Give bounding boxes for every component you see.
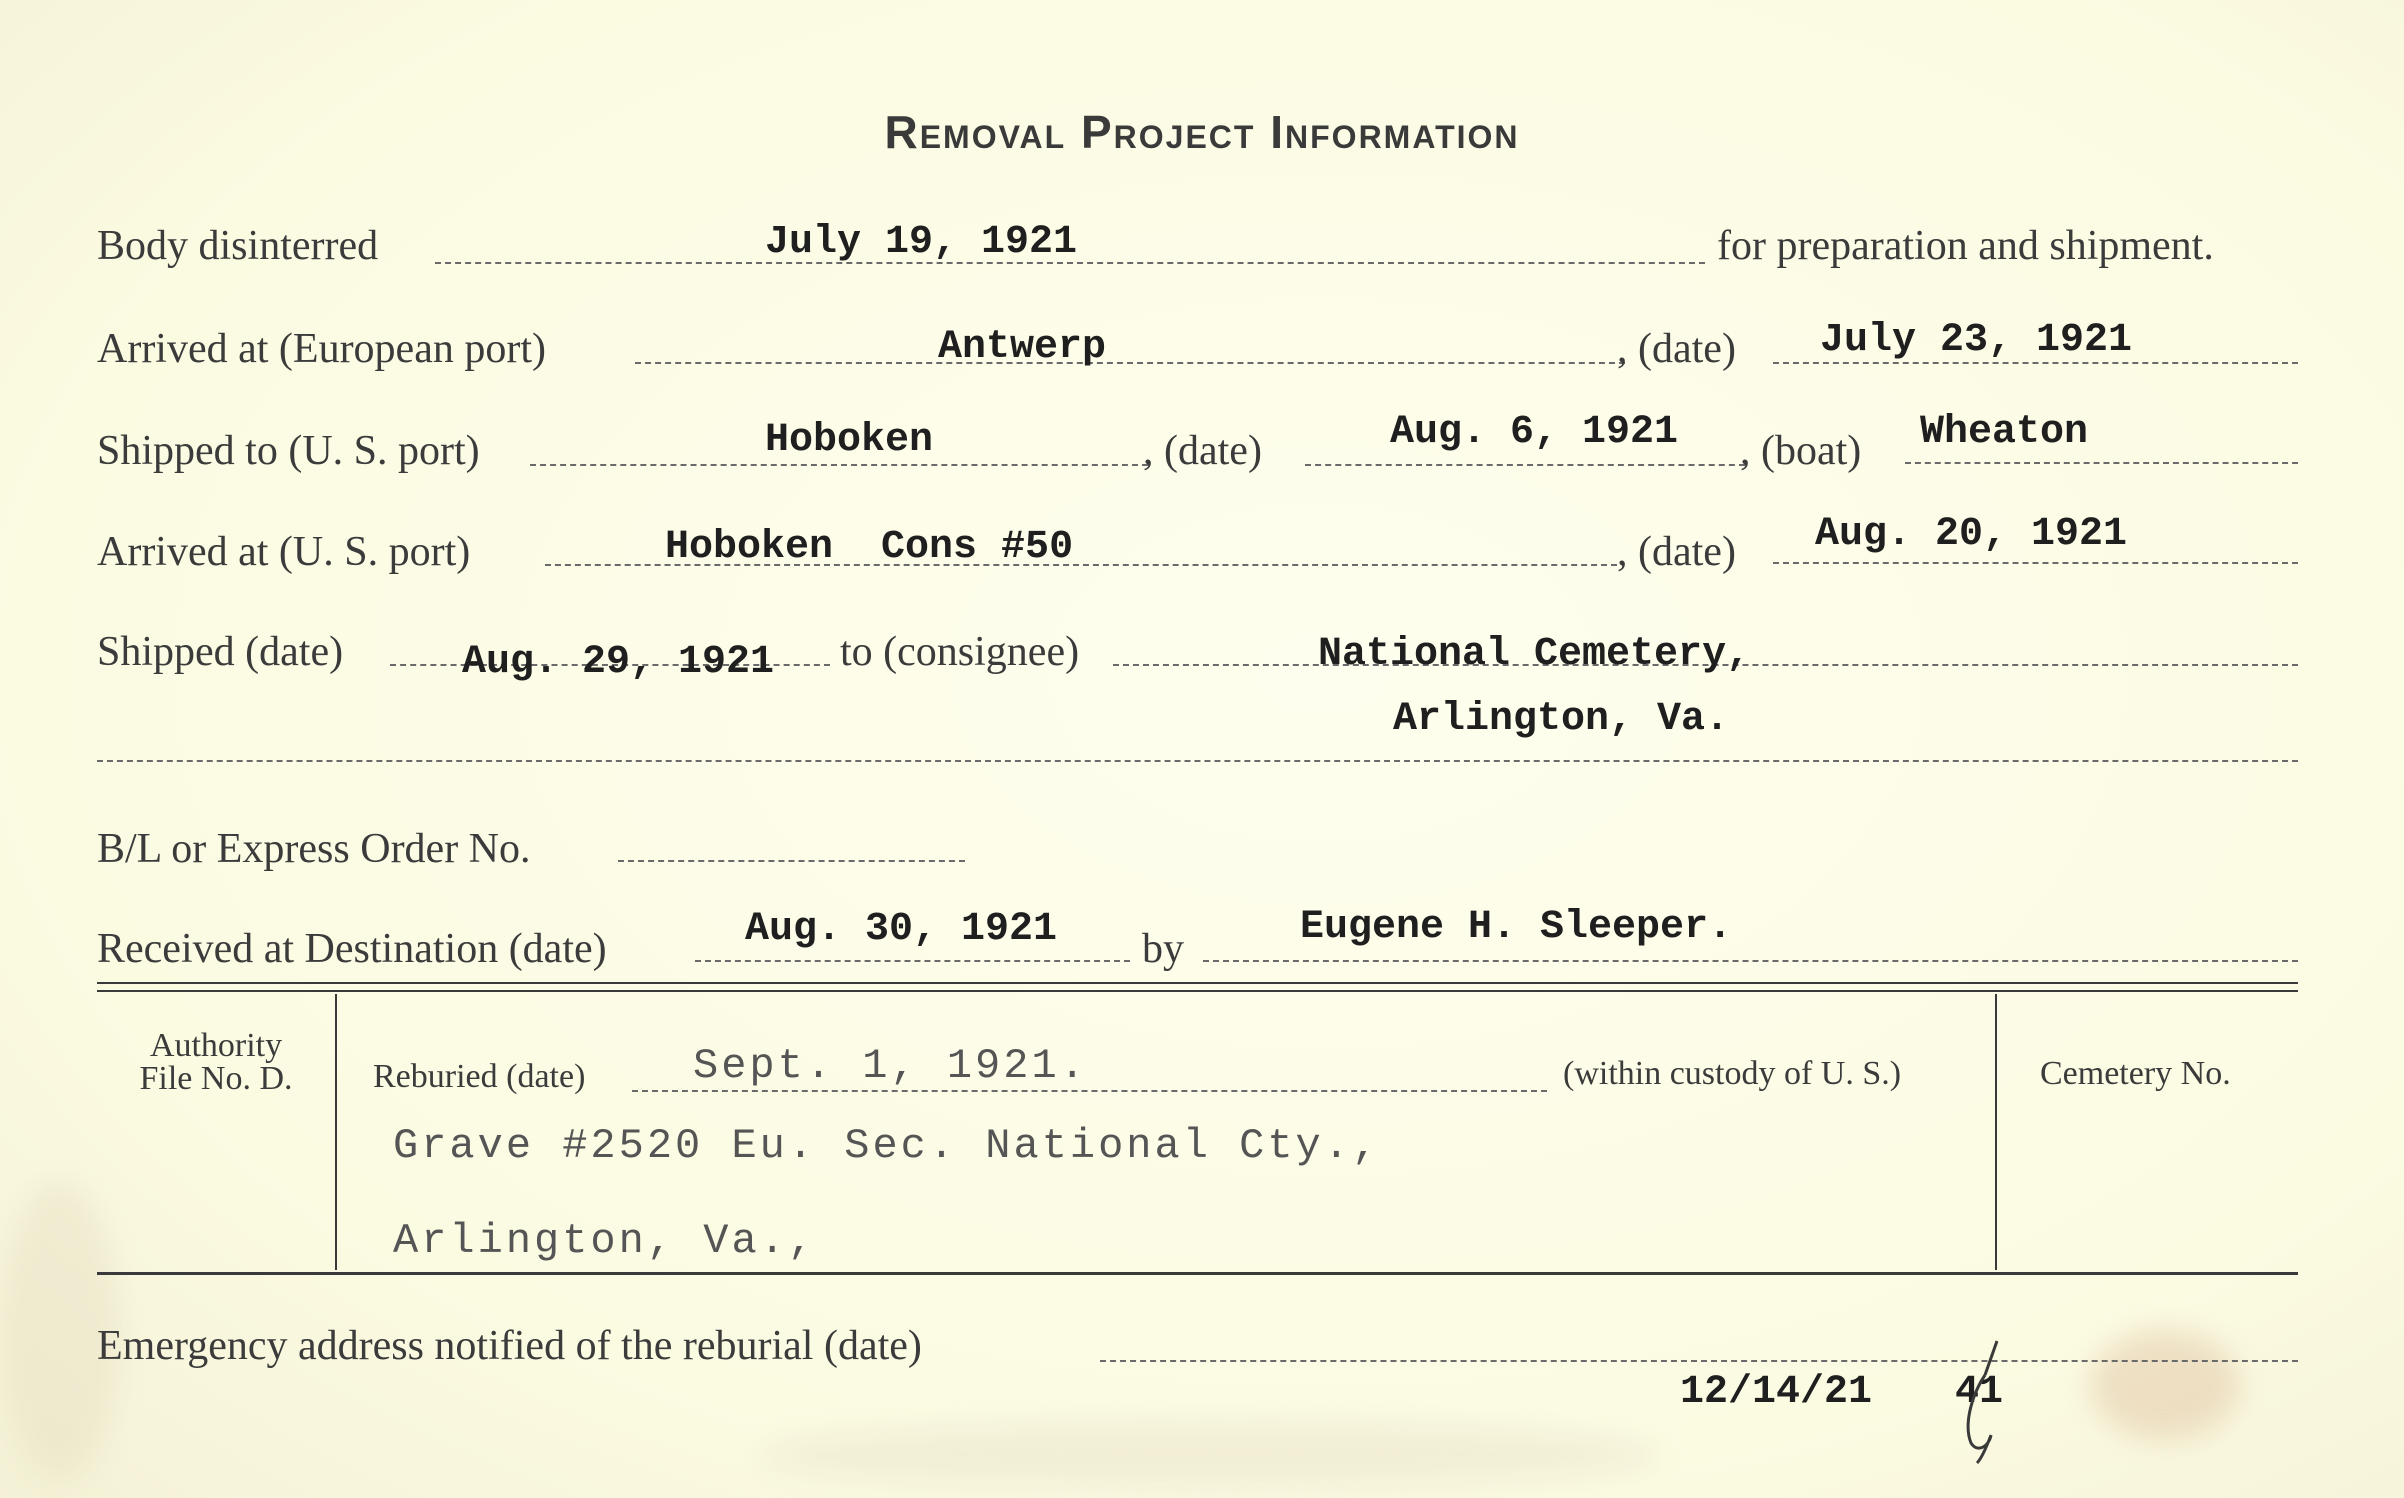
disinterred-date: July 19, 1921 [765,220,1078,265]
emergency-initial: 41 [1955,1370,2004,1415]
handwritten-mark [1945,1335,2015,1465]
paper-stain [2090,1330,2240,1440]
divider [97,982,2298,984]
emergency-label: Emergency address notified of the reburial (date) [97,1323,922,1369]
paper-stain [760,1420,1660,1490]
emergency-line [1100,1360,2298,1362]
date-label: , (date) [1143,428,1262,474]
us-port-arrived: Hoboken Cons #50 [665,525,1074,570]
received-date: Aug. 30, 1921 [745,907,1058,952]
boat-label: , (boat) [1740,428,1862,474]
to-consignee-label: to (consignee) [840,629,1080,675]
bl-express-label: B/L or Express Order No. [97,826,531,872]
us-arrival-date-line [1773,562,2298,564]
consignee-line2: Arlington, Va. [1393,697,1730,742]
cemetery-no-label: Cemetery No. [2040,1055,2231,1092]
column-divider [335,994,337,1270]
us-ship-date-line [1305,464,1745,466]
authority-label-line2: File No. D. [139,1060,293,1097]
grave-line2: Arlington, Va., [393,1217,817,1265]
reburied-date-label: Reburied (date) [373,1058,586,1095]
divider [97,1272,2298,1275]
european-port: Antwerp [938,325,1107,370]
by-label: by [1142,926,1184,972]
european-port-line [635,362,1625,364]
bl-express-line [618,860,965,862]
date-label: , (date) [1617,529,1736,575]
within-custody-label: (within custody of U. S.) [1563,1055,1902,1092]
date-label: , (date) [1617,326,1736,372]
shipped-date: Aug. 29, 1921 [462,640,775,685]
received-date-line [695,960,1130,962]
consignee-line-extra [97,760,2298,762]
boat-line [1905,462,2298,464]
arrived-european-label: Arrived at (European port) [97,326,546,372]
shipped-date-label: Shipped (date) [97,629,344,675]
body-disinterred-label: Body disinterred [97,223,379,269]
emergency-date: 12/14/21 [1680,1370,1873,1415]
grave-line1: Grave #2520 Eu. Sec. National Cty., [393,1122,1381,1170]
us-port-shipped: Hoboken [765,418,934,463]
boat-name: Wheaton [1920,410,2089,455]
consignee-line1: National Cemetery, [1318,632,1751,677]
us-arrival-date: Aug. 20, 1921 [1815,512,2128,557]
shipped-us-port-label: Shipped to (U. S. port) [97,428,480,474]
reburied-date-line [632,1090,1547,1092]
received-by: Eugene H. Sleeper. [1300,905,1733,950]
arrived-us-port-label: Arrived at (U. S. port) [97,529,471,575]
us-ship-date: Aug. 6, 1921 [1390,410,1679,455]
divider [97,990,2298,992]
reburied-date: Sept. 1, 1921. [693,1042,1088,1090]
page-title: Removal Project Information [884,106,1520,158]
received-destination-label: Received at Destination (date) [97,926,607,972]
received-by-line [1203,960,2298,962]
authority-label-line1: Authority [149,1027,283,1064]
for-preparation-label: for preparation and shipment. [1717,223,2214,269]
us-port-shipped-line [530,464,1148,466]
european-arrival-date: July 23, 1921 [1820,318,2133,363]
column-divider [1995,994,1997,1270]
